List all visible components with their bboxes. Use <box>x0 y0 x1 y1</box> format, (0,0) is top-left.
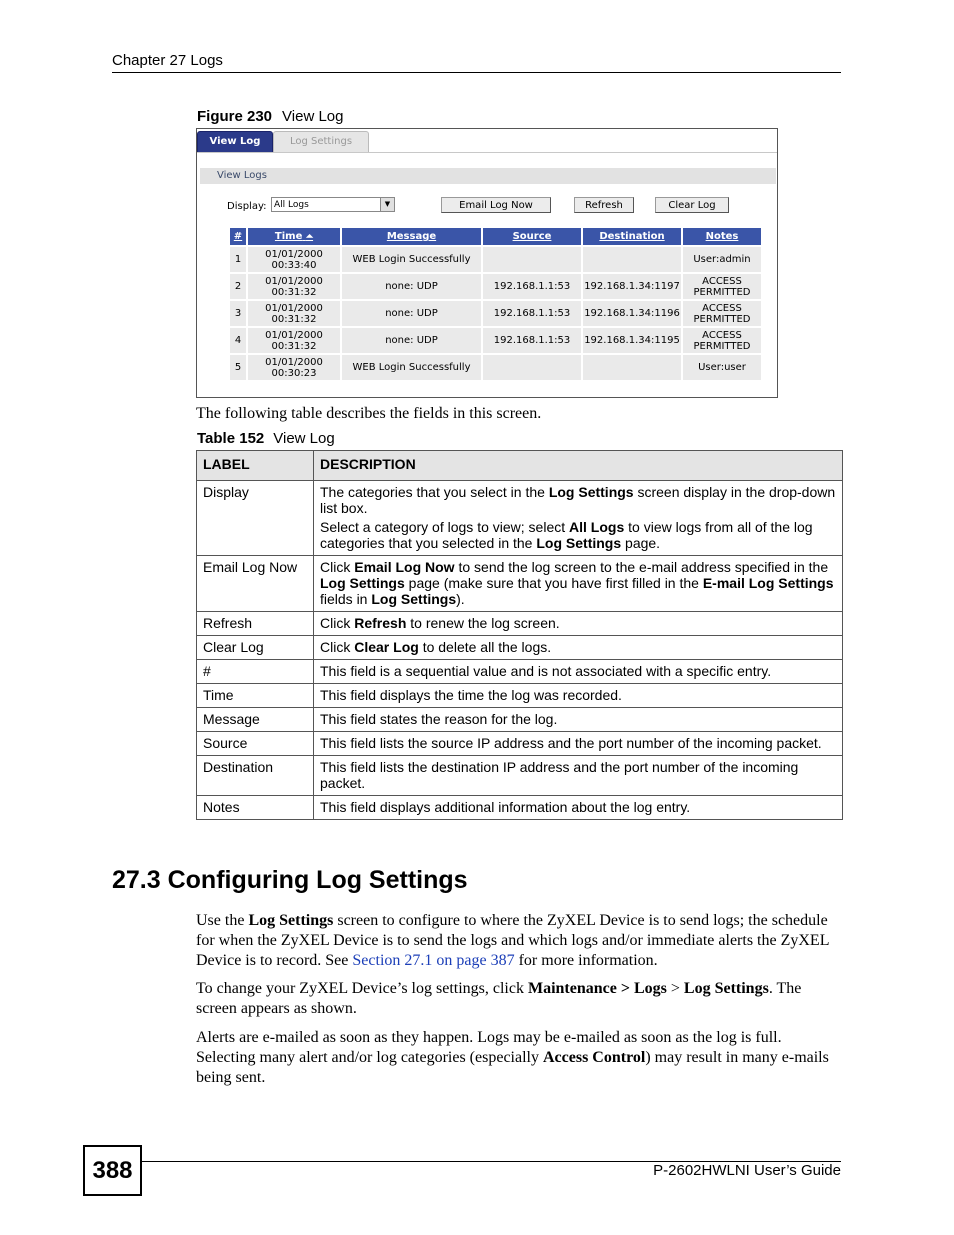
page-number: 388 <box>83 1145 142 1196</box>
display-select-value: All Logs <box>274 200 309 210</box>
log-message: none: UDP <box>342 272 481 299</box>
col-notes[interactable]: Notes <box>683 228 761 245</box>
log-time: 01/01/2000 00:33:40 <box>248 245 340 272</box>
log-message: WEB Login Successfully <box>342 353 481 380</box>
col-message[interactable]: Message <box>342 228 481 245</box>
log-notes: ACCESS PERMITTED <box>683 272 761 299</box>
log-source <box>483 245 581 272</box>
paragraph: Alerts are e-mailed as soon as they happen. Logs may be e-mailed as soon as the log is full. Selecting many alert and/or log categories (especially Access Control) may result in many e-mails being sent. <box>196 1029 829 1086</box>
description-header: DESCRIPTION <box>314 451 843 481</box>
tab-divider <box>197 152 777 153</box>
paragraph: Use the Log Settings screen to configure to where the ZyXEL Device is to send logs; the schedule for when the ZyXEL Device is to send the logs and which logs and/or immediate alerts the ZyXEL Device is to record. See Section 27.1 on page 387 for more information. <box>196 912 829 969</box>
row-description: Click Clear Log to delete all the logs. <box>314 636 843 660</box>
section-link[interactable]: Section 27.1 on page 387 <box>352 952 515 969</box>
label-header: LABEL <box>197 451 314 481</box>
log-table <box>228 228 763 380</box>
chapter-header: Chapter 27 Logs <box>112 52 223 69</box>
log-number: 5 <box>230 353 246 380</box>
header-rule <box>112 72 841 73</box>
row-description: This field displays the time the log was recorded. <box>314 684 843 708</box>
row-label: Notes <box>197 796 314 820</box>
log-destination: 192.168.1.34:1197 <box>583 272 681 299</box>
table-row <box>197 660 843 684</box>
display-select[interactable] <box>271 197 395 212</box>
refresh-button[interactable]: Refresh <box>574 197 634 213</box>
table-row <box>197 708 843 732</box>
log-destination: 192.168.1.34:1196 <box>583 299 681 326</box>
table-row <box>197 481 843 556</box>
row-label: Source <box>197 732 314 756</box>
clear-log-button[interactable]: Clear Log <box>655 197 729 213</box>
figure-caption <box>197 108 343 125</box>
log-table-header <box>230 228 761 245</box>
section-heading: 27.3 Configuring Log Settings <box>112 866 468 894</box>
log-destination: 192.168.1.34:1195 <box>583 326 681 353</box>
table-header-row <box>197 451 843 481</box>
row-label: Refresh <box>197 612 314 636</box>
table-row <box>197 732 843 756</box>
row-label: Clear Log <box>197 636 314 660</box>
table-row <box>197 756 843 796</box>
log-time: 01/01/2000 00:31:32 <box>248 299 340 326</box>
log-message: none: UDP <box>342 326 481 353</box>
log-number: 3 <box>230 299 246 326</box>
log-source <box>483 353 581 380</box>
log-number: 2 <box>230 272 246 299</box>
log-notes: User:user <box>683 353 761 380</box>
figure-title: View Log <box>282 108 344 125</box>
row-description: This field displays additional information about the log entry. <box>314 796 843 820</box>
col-destination[interactable]: Destination <box>583 228 681 245</box>
log-source: 192.168.1.1:53 <box>483 299 581 326</box>
log-row <box>230 245 761 272</box>
log-row <box>230 353 761 380</box>
figure-number: Figure 230 <box>197 108 273 125</box>
tab-view-log[interactable]: View Log <box>197 131 273 153</box>
display-label: Display: <box>227 201 267 212</box>
log-row <box>230 326 761 353</box>
description-table <box>196 450 843 820</box>
row-label: # <box>197 660 314 684</box>
log-destination <box>583 353 681 380</box>
table-row <box>197 612 843 636</box>
row-description: This field states the reason for the log. <box>314 708 843 732</box>
sort-up-icon: ⏶ <box>305 232 314 242</box>
paragraph: To change your ZyXEL Device’s log settings, click Maintenance > Logs > Log Settings. The screen appears as shown. <box>196 980 802 1017</box>
table-number: Table 152 <box>197 430 265 447</box>
log-row <box>230 299 761 326</box>
view-log-screenshot <box>196 128 778 398</box>
log-destination <box>583 245 681 272</box>
table-row <box>197 556 843 612</box>
row-description: This field lists the destination IP address and the port number of the incoming packet. <box>314 756 843 796</box>
table-caption <box>197 430 335 447</box>
tab-log-settings[interactable]: Log Settings <box>273 131 369 153</box>
table-row <box>197 636 843 660</box>
row-label: Message <box>197 708 314 732</box>
log-time: 01/01/2000 00:31:32 <box>248 326 340 353</box>
intro-text: The following table describes the fields in this screen. <box>196 405 542 422</box>
log-source: 192.168.1.1:53 <box>483 326 581 353</box>
row-label: Display <box>197 481 314 556</box>
log-notes: User:admin <box>683 245 761 272</box>
row-description: Click Refresh to renew the log screen. <box>314 612 843 636</box>
log-message: WEB Login Successfully <box>342 245 481 272</box>
table-row <box>197 796 843 820</box>
row-description: This field is a sequential value and is not associated with a specific entry. <box>314 660 843 684</box>
chevron-down-icon[interactable]: ▼ <box>380 198 394 211</box>
email-log-now-button[interactable]: Email Log Now <box>441 197 551 213</box>
log-time: 01/01/2000 00:31:32 <box>248 272 340 299</box>
log-number: 1 <box>230 245 246 272</box>
log-source: 192.168.1.1:53 <box>483 272 581 299</box>
log-message: none: UDP <box>342 299 481 326</box>
log-row <box>230 272 761 299</box>
col-number[interactable]: # <box>230 228 246 245</box>
col-time-label: Time <box>274 231 303 242</box>
log-notes: ACCESS PERMITTED <box>683 326 761 353</box>
log-time: 01/01/2000 00:30:23 <box>248 353 340 380</box>
row-label: Email Log Now <box>197 556 314 612</box>
row-description: The categories that you select in the Log Settings screen display in the drop-down list box. Select a category of logs to view; select All Logs to view logs from all of the log categories that you selected in the Log Settings page. <box>314 481 843 556</box>
col-time[interactable] <box>248 228 340 245</box>
col-source[interactable]: Source <box>483 228 581 245</box>
table-row <box>197 684 843 708</box>
row-label: Destination <box>197 756 314 796</box>
table-title: View Log <box>273 430 335 447</box>
guide-title: P-2602HWLNI User’s Guide <box>653 1162 841 1179</box>
row-description: This field lists the source IP address and the port number of the incoming packet. <box>314 732 843 756</box>
row-label: Time <box>197 684 314 708</box>
log-notes: ACCESS PERMITTED <box>683 299 761 326</box>
view-logs-section-bar: View Logs <box>200 168 776 184</box>
row-description: Click Email Log Now to send the log screen to the e-mail address specified in the Log Settings page (make sure that you have first filled in the E-mail Log Settings fields in Log Settings). <box>314 556 843 612</box>
log-number: 4 <box>230 326 246 353</box>
